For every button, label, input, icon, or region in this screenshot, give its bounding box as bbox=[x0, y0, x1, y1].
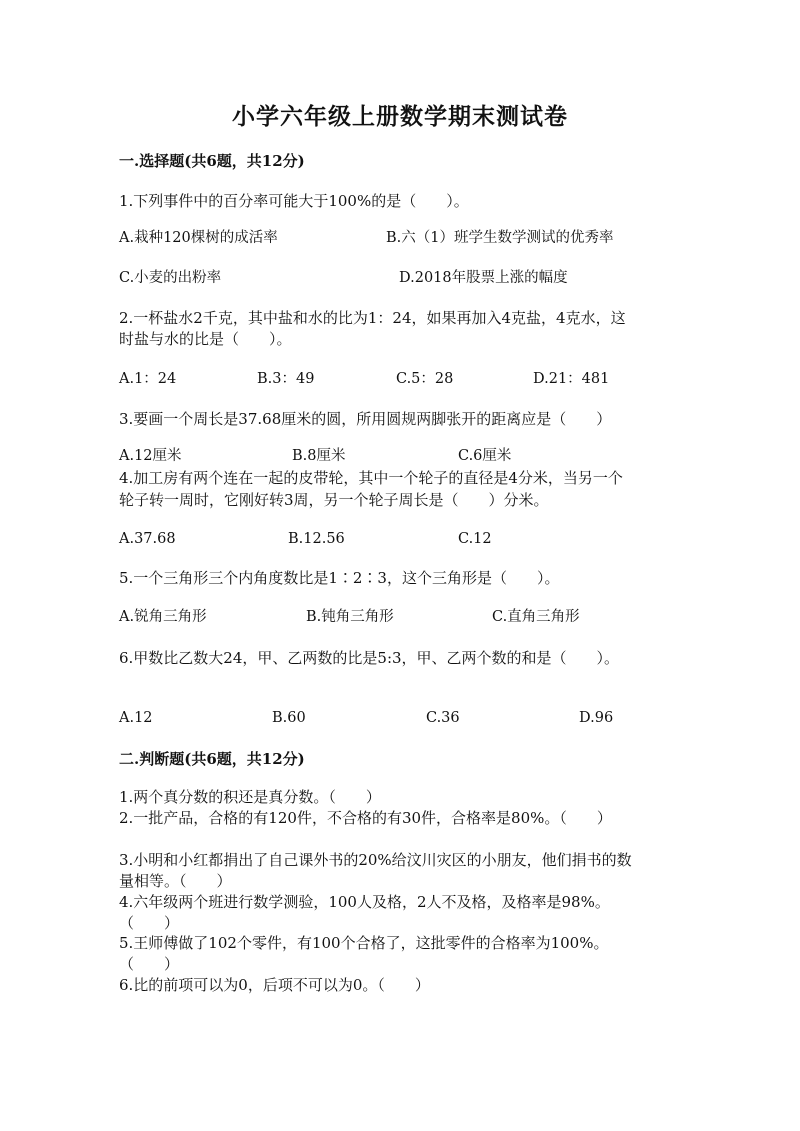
statement: 2.一批产品，合格的有120件，不合格的有30件，合格率是80%。（ ） bbox=[119, 809, 612, 827]
question-stem: 2.一杯盐水2千克，其中盐和水的比为1：24，如果再加入4克盐，4克水，这 bbox=[119, 309, 626, 327]
question-stem: 4.加工房有两个连在一起的皮带轮，其中一个轮子的直径是4分米，当另一个 bbox=[119, 469, 623, 487]
option-a: A.栽种120棵树的成活率 bbox=[119, 230, 278, 246]
statement: 4.六年级两个班进行数学测验，100人及格，2人不及格，及格率是98%。 bbox=[119, 893, 610, 911]
option-b: B.六（1）班学生数学测试的优秀率 bbox=[386, 230, 614, 246]
statement-continued: 量相等。（ ） bbox=[119, 872, 232, 890]
option-a: A.1：24 bbox=[119, 371, 177, 387]
option-d: D.2018年股票上涨的幅度 bbox=[399, 270, 568, 286]
option-c: C.直角三角形 bbox=[492, 609, 580, 625]
question-stem-continued: 时盐与水的比是（ ）。 bbox=[119, 330, 292, 348]
question-stem: 5.一个三角形三个内角度数比是1∶2∶3，这个三角形是（ ）。 bbox=[119, 569, 560, 587]
section-heading-judgement: 二.判断题(共6题，共12分) bbox=[119, 750, 305, 768]
page-title: 小学六年级上册数学期末测试卷 bbox=[232, 103, 568, 130]
option-d: D.96 bbox=[579, 710, 614, 726]
option-b: B.60 bbox=[272, 710, 306, 726]
statement-continued: （ ） bbox=[119, 914, 180, 932]
statement: 1.两个真分数的积还是真分数。（ ） bbox=[119, 788, 381, 806]
option-a: A.12厘米 bbox=[119, 448, 182, 464]
option-b: B.钝角三角形 bbox=[306, 609, 394, 625]
option-b: B.8厘米 bbox=[292, 448, 346, 464]
option-a: A.37.68 bbox=[119, 531, 176, 547]
option-b: B.3：49 bbox=[257, 371, 315, 387]
option-c: C.小麦的出粉率 bbox=[119, 270, 222, 286]
option-b: B.12.56 bbox=[288, 531, 345, 547]
section-heading-choice: 一.选择题(共6题，共12分) bbox=[119, 152, 305, 170]
statement: 5.王师傅做了102个零件，有100个合格了，这批零件的合格率为100%。 bbox=[119, 934, 609, 952]
question-stem-continued: 轮子转一周时，它刚好转3周，另一个轮子周长是（ ）分米。 bbox=[119, 491, 549, 509]
option-a: A.12 bbox=[119, 710, 153, 726]
question-stem: 3.要画一个周长是37.68厘米的圆，所用圆规两脚张开的距离应是（ ） bbox=[119, 410, 612, 428]
option-d: D.21：481 bbox=[533, 371, 610, 387]
statement: 6.比的前项可以为0，后项不可以为0。（ ） bbox=[119, 976, 430, 994]
option-a: A.锐角三角形 bbox=[119, 609, 207, 625]
option-c: C.12 bbox=[458, 531, 492, 547]
option-c: C.5：28 bbox=[396, 371, 454, 387]
option-c: C.36 bbox=[426, 710, 460, 726]
question-stem: 6.甲数比乙数大24，甲、乙两数的比是5:3，甲、乙两个数的和是（ ）。 bbox=[119, 649, 620, 667]
option-c: C.6厘米 bbox=[458, 448, 512, 464]
question-stem: 1.下列事件中的百分率可能大于100%的是（ ）。 bbox=[119, 192, 469, 210]
statement: 3.小明和小红都捐出了自己课外书的20%给汶川灾区的小朋友，他们捐书的数 bbox=[119, 851, 632, 869]
statement-continued: （ ） bbox=[119, 955, 180, 973]
